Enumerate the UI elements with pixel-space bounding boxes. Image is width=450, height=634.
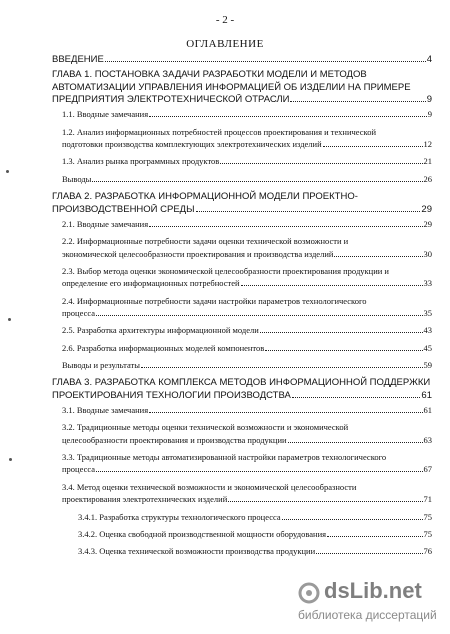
toc-entry-title: 2.5. Разработка архитектуры информационной модели — [62, 325, 259, 336]
toc-entry-title: АВТОМАТИЗАЦИИ УПРАВЛЕНИЯ ИНФОРМАЦИЕЙ ОБ ИЗДЕЛИИ НА ПРИМЕРЕ — [52, 81, 411, 93]
dot-leader — [292, 397, 421, 398]
toc-entry — [62, 109, 432, 120]
toc-page-number: 61 — [421, 389, 432, 401]
toc-page-number: 29 — [421, 203, 432, 215]
toc-entry-title: 3.3. Традиционные методы автоматизированной настройки параметров технологического — [62, 452, 387, 463]
dot-leader — [96, 315, 422, 316]
dot-leader — [149, 116, 427, 117]
toc-entry — [62, 278, 432, 289]
toc-entry-title: целесообразности проектирования и производства продукции — [62, 434, 287, 445]
toc-entry-title: подготовки производства комплектующих электротехнических изделий — [62, 139, 322, 150]
dot-leader — [323, 146, 423, 147]
dot-leader — [260, 332, 423, 333]
toc-page-number: 21 — [423, 156, 432, 167]
toc-entry — [62, 139, 432, 150]
toc-heading: ОГЛАВЛЕНИЕ — [186, 38, 264, 50]
toc-entry — [62, 156, 432, 167]
toc-entry — [62, 360, 432, 371]
dot-leader — [290, 101, 425, 102]
toc-entry — [62, 249, 432, 260]
toc-entry — [52, 94, 432, 105]
toc-entry-title: Выводы и результаты — [62, 360, 140, 370]
dot-leader — [334, 256, 422, 257]
toc-page-number: 75 — [423, 528, 432, 539]
toc-page-number: 45 — [423, 342, 432, 353]
dot-leader — [196, 211, 421, 212]
toc-entry — [62, 219, 432, 230]
toc-page-number: 43 — [423, 325, 432, 336]
dot-leader — [92, 181, 422, 182]
toc-page-number: 71 — [423, 494, 432, 505]
watermark-tagline: библиотека диссертаций — [298, 608, 437, 622]
dot-leader — [149, 226, 422, 227]
toc-entry-title: 3.4.2. Оценка свободной производственной мощности оборудования — [78, 528, 327, 539]
dot-leader — [105, 61, 426, 62]
toc-entry-title: 2.4. Информационные потребности задачи настройки параметров технологического — [62, 295, 367, 306]
toc-entry-title: ГЛАВА 2. РАЗРАБОТКА ИНФОРМАЦИОННОЙ МОДЕЛИ ПРОЕКТНО- — [52, 191, 358, 203]
watermark-brand: dsLib.net — [324, 578, 422, 603]
toc-entry — [62, 494, 432, 505]
toc-page-number: 9 — [427, 109, 432, 120]
toc-entry — [78, 529, 432, 540]
dslib-logo-icon — [298, 582, 320, 604]
toc-entry-title: 3.1. Вводные замечания — [62, 405, 149, 416]
toc-entry-title: 3.4. Метод оценки технической возможности и экономической целесообразности — [62, 481, 357, 492]
toc-entry-title: ВВЕДЕНИЕ — [52, 54, 104, 65]
toc-page-number: 9 — [426, 94, 432, 106]
toc-entry — [52, 390, 432, 401]
dot-leader — [288, 442, 423, 443]
dot-leader — [282, 519, 423, 520]
toc-entry-title: 1.3. Анализ рынка программных продуктов — [62, 156, 220, 167]
dot-leader — [228, 501, 422, 502]
toc-page-number: 30 — [423, 248, 432, 259]
toc-page-number: 76 — [423, 546, 432, 557]
scan-speck — [6, 170, 9, 173]
dot-leader — [316, 553, 422, 554]
toc-entry — [62, 405, 432, 416]
toc-entry — [78, 546, 432, 557]
toc-entry-title: 2.3. Выбор метода оценки экономической целесообразности проектирования продукции и — [62, 265, 389, 276]
toc-entry — [62, 343, 432, 354]
toc-entry-title: процесса — [62, 307, 96, 318]
dslib-watermark — [298, 578, 448, 632]
toc-entry-title: Выводы — [62, 173, 92, 184]
toc-entry-title: 3.2. Традиционные методы оценки технической возможности и экономической — [62, 422, 349, 433]
dot-leader — [141, 367, 423, 368]
toc-page-number: 33 — [423, 278, 432, 289]
dot-leader — [265, 350, 422, 351]
dot-leader — [327, 536, 422, 537]
toc-entry — [52, 54, 432, 65]
toc-entry-title: ПРОИЗВОДСТВЕННОЙ СРЕДЫ — [52, 203, 195, 215]
toc-entry-title: 2.1. Вводные замечания — [62, 218, 149, 229]
dot-leader — [241, 285, 423, 286]
toc-page-number: 61 — [423, 405, 432, 416]
toc-entry-title: проектирования электротехнических изделий — [62, 494, 228, 505]
scan-speck — [8, 318, 11, 321]
toc-entry — [52, 204, 432, 215]
toc-entry — [78, 512, 432, 523]
dot-leader — [96, 471, 422, 472]
toc-entry-title: 3.4.3. Оценка технической возможности производства продукции — [78, 546, 316, 557]
toc-entry — [62, 174, 432, 185]
toc-entry-title: 1.1. Вводные замечания — [62, 109, 149, 120]
toc-page-number: 75 — [423, 511, 432, 522]
toc-page-number: 26 — [423, 173, 432, 184]
toc-entry — [62, 435, 432, 446]
toc-entry-title: 2.2. Информационные потребности задачи оценки технической возможности и — [62, 236, 349, 247]
toc-entry-title: 3.4.1. Разработка структуры технологического процесса — [78, 511, 281, 522]
toc-page-number: 29 — [423, 218, 432, 229]
toc-page-number: 4 — [426, 54, 432, 65]
toc-entry — [62, 464, 432, 475]
toc-entry-title: ГЛАВА 3. РАЗРАБОТКА КОМПЛЕКСА МЕТОДОВ ИНФОРМАЦИОННОЙ ПОДДЕРЖКИ — [52, 377, 431, 389]
toc-entry-title: экономической целесообразности проектирования и производства изделий — [62, 248, 334, 259]
toc-entry — [62, 308, 432, 319]
toc-page-number: 63 — [423, 434, 432, 445]
toc-page-number: 67 — [423, 464, 432, 475]
toc-entry-title: 1.2. Анализ информационных потребностей процессов проектирования и технической — [62, 126, 377, 137]
toc-entry-title: ПРЕДПРИЯТИЯ ЭЛЕКТРОТЕХНИЧЕСКОЙ ОТРАСЛИ — [52, 94, 290, 106]
dot-leader — [220, 163, 422, 164]
toc-page-number: 35 — [423, 307, 432, 318]
dot-leader — [149, 412, 422, 413]
scan-speck — [9, 458, 12, 461]
toc-entry-title: ГЛАВА 1. ПОСТАНОВКА ЗАДАЧИ РАЗРАБОТКИ МОДЕЛИ И МЕТОДОВ — [52, 69, 367, 81]
toc-page-number: 12 — [423, 139, 432, 150]
toc-page-number: 59 — [423, 360, 432, 370]
page-number: - 2 - — [215, 14, 235, 26]
toc-entry — [62, 325, 432, 336]
toc-entry-title: процесса — [62, 464, 96, 475]
toc-entry-title: ПРОЕКТИРОВАНИЯ ТЕХНОЛОГИИ ПРОИЗВОДСТВА — [52, 389, 291, 401]
toc-entry-title: 2.6. Разработка информационных моделей компонентов — [62, 342, 265, 353]
toc-entry-title: определение его информационных потребностей — [62, 278, 240, 289]
